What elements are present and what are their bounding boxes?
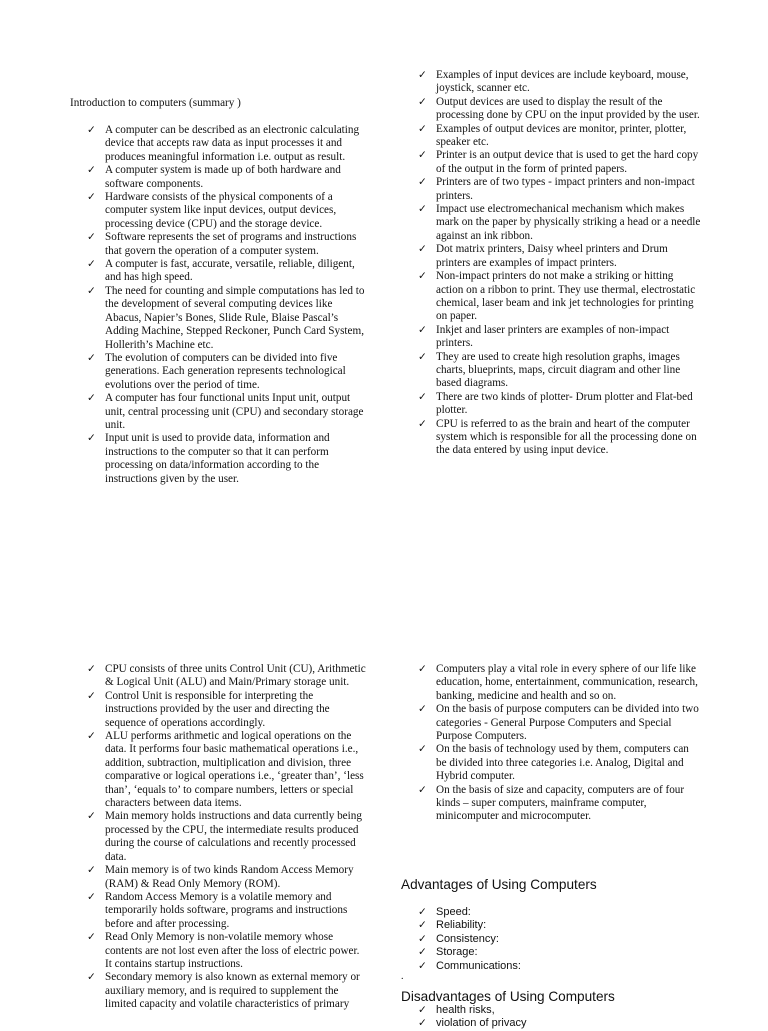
list-item: ✓ There are two kinds of plotter- Drum plotter and Flat-bed plotter. [418,391,701,418]
list-item: ✓ Speed: [418,906,521,919]
list-item: ✓ Impact use electromechanical mechanism which makes mark on the paper by physically striking a head or a needle against an ink ribbon. [418,203,701,243]
bullet-list-devices [418,69,701,458]
list-item: ✓ Main memory holds instructions and data currently being processed by the CPU, the intermediate results produced during the course of calculations and recently processed data. [87,810,367,864]
column-bottom-right [418,663,701,824]
bullet-list-basics [87,124,367,486]
list-item: ✓ Dot matrix printers, Daisy wheel printers and Drum printers are examples of impact printers. [418,243,701,270]
list-item: ✓ Non-impact printers do not make a striking or hitting action on a ribbon to print. They use thermal, electrostatic chemical, laser beam and ink jet technologies for printing on paper. [418,270,701,324]
list-item: ✓ Communications: [418,960,521,973]
list-item: ✓ A computer system is made up of both hardware and software components. [87,164,367,191]
list-item: ✓ Storage: [418,946,521,959]
column-top-right [418,69,701,458]
list-item: ✓ On the basis of size and capacity, computers are of four kinds – super computers, mainframe computer, minicomputer and microcomputer. [418,784,701,824]
list-item: ✓ Printer is an output device that is used to get the hard copy of the output in the form of printed papers. [418,149,701,176]
list-item: ✓ Reliability: [418,919,521,932]
list-item: ✓ CPU is referred to as the brain and heart of the computer system which is responsible for all the processing done on the data entered by using input device. [418,418,701,458]
list-item: ✓ Examples of output devices are monitor, printer, plotter, speaker etc. [418,123,701,150]
list-item: ✓ Secondary memory is also known as external memory or auxiliary memory, and is required to supplement the limited capacity and volatile characteristics of primary [87,971,367,1011]
list-item: ✓ Computers play a vital role in every sphere of our life like education, home, entertainment, communication, research, banking, medicine and health and so on. [418,663,701,703]
list-item: ✓ Main memory is of two kinds Random Access Memory (RAM) & Read Only Memory (ROM). [87,864,367,891]
list-item: ✓ Software represents the set of programs and instructions that govern the operation of a computer system. [87,231,367,258]
list-item: ✓ Random Access Memory is a volatile memory and temporarily holds software, programs and instructions before and after processing. [87,891,367,931]
list-item: ✓ Printers are of two types - impact printers and non-impact printers. [418,176,701,203]
disadvantages-heading: Disadvantages of Using Computers [401,989,615,1004]
stray-period: . [401,971,404,982]
list-item: ✓ Control Unit is responsible for interpreting the instructions provided by the user and directing the sequence of operations accordingly. [87,690,367,730]
advantages-list [418,906,521,973]
bullet-list-cpu-memory [87,663,367,1012]
list-item: ✓ The evolution of computers can be divided into five generations. Each generation represents technological evolutions over the period of time. [87,352,367,392]
advantages-heading: Advantages of Using Computers [401,877,597,892]
list-item: ✓ ALU performs arithmetic and logical operations on the data. It performs four basic mathematical operations i.e., addition, subtraction, multiplication and division, three comparative or logical operations i.e., ‘greater than’, ‘less than’, ‘equals to’ to compare numbers, letters or special characters between data items. [87,730,367,810]
bullet-list-classification [418,663,701,824]
list-item: ✓ Read Only Memory is non-volatile memory whose contents are not lost even after the loss of electric power. It contains startup instructions. [87,931,367,971]
document-title: Introduction to computers (summary ) [70,97,241,109]
column-bottom-left [87,663,367,1012]
list-item: ✓ Consistency: [418,933,521,946]
list-item: ✓ Examples of input devices are include keyboard, mouse, joystick, scanner etc. [418,69,701,96]
list-item: ✓ Hardware consists of the physical components of a computer system like input devices, output devices, processing device (CPU) and the storage device. [87,191,367,231]
list-item: ✓ Output devices are used to display the result of the processing done by CPU on the input provided by the user. [418,96,701,123]
list-item: ✓ They are used to create high resolution graphs, images charts, blueprints, maps, circuit diagram and other line based diagrams. [418,351,701,391]
list-item: ✓ The need for counting and simple computations has led to the development of several computing devices like Abacus, Napier’s Bones, Slide Rule, Blaise Pascal’s Adding Machine, Stepped Reckoner, Punch Card System, Hollerith’s Machine etc. [87,285,367,352]
list-item: ✓ On the basis of technology used by them, computers can be divided into three categories i.e. Analog, Digital and Hybrid computer. [418,743,701,783]
list-item: ✓ On the basis of purpose computers can be divided into two categories - General Purpose Computers and Special Purpose Computers. [418,703,701,743]
list-item: ✓ Input unit is used to provide data, information and instructions to the computer so that it can perform processing on data/information according to the instructions given by the user. [87,432,367,486]
list-item: ✓ CPU consists of three units Control Unit (CU), Arithmetic & Logical Unit (ALU) and Main/Primary storage unit. [87,663,367,690]
column-top-left [87,124,367,486]
list-item: ✓ Inkjet and laser printers are examples of non-impact printers. [418,324,701,351]
list-item: ✓ health risks, [418,1004,527,1017]
list-item: ✓ violation of privacy [418,1017,527,1030]
list-item: ✓ A computer can be described as an electronic calculating device that accepts raw data as input processes it and produces meaningful information i.e. output as result. [87,124,367,164]
list-item: ✓ A computer has four functional units Input unit, output unit, central processing unit (CPU) and secondary storage unit. [87,392,367,432]
disadvantages-list [418,1004,527,1031]
list-item: ✓ A computer is fast, accurate, versatile, reliable, diligent, and has high speed. [87,258,367,285]
